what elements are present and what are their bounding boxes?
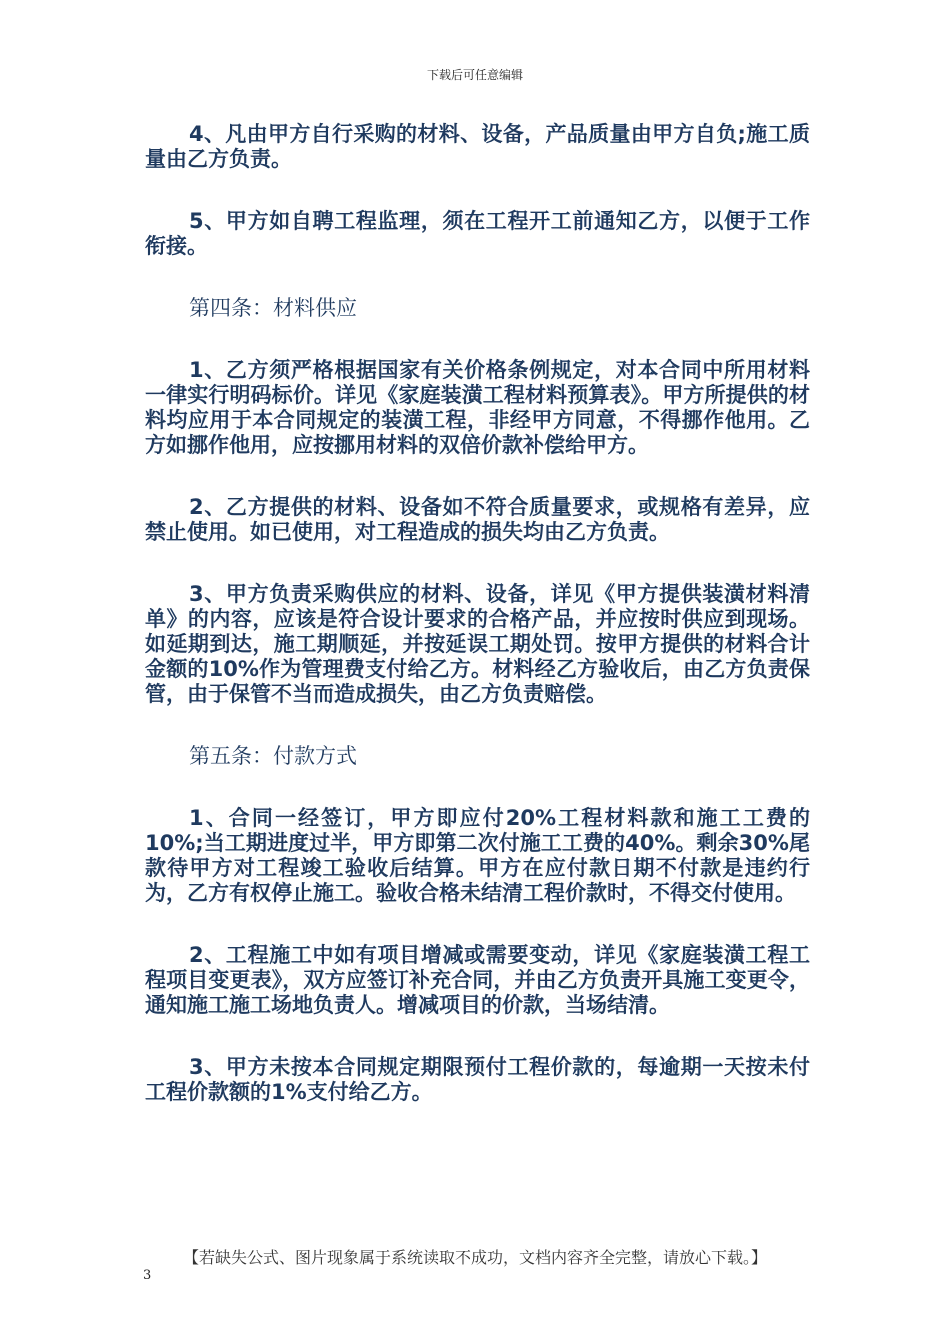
paragraph-art4-item3: 3、甲方负责采购供应的材料、设备，详见《甲方提供装潢材料清单》的内容，应该是符合设计要求的合格产品，并应按时供应到现场。如延期到达，施工期顺延，并按延误工期处罚。按甲方提供的材料合计金额的10%作为管理费支付给乙方。材料经乙方验收后，由乙方负责保管，由于保管不当而造成损失，由乙方负责赔偿。 [145, 582, 810, 706]
paragraph-4-2: 5、甲方如自聘工程监理，须在工程开工前通知乙方，以便于工作衔接。 [145, 209, 810, 258]
section-heading-article-5: 第五条：付款方式 [189, 744, 357, 768]
paragraph-art4-item2: 2、乙方提供的材料、设备如不符合质量要求，或规格有差异，应禁止使用。如已使用，对工程造成的损失均由乙方负责。 [145, 495, 810, 544]
page-number: 3 [143, 1268, 152, 1283]
paragraph-art5-item2: 2、工程施工中如有项目增减或需要变动，详见《家庭装潢工程工程项目变更表》，双方应签订补充合同，并由乙方负责开具施工变更令，通知施工施工场地负责人。增减项目的价款，当场结清。 [145, 943, 810, 1017]
paragraph-4-1: 4、凡由甲方自行采购的材料、设备，产品质量由甲方自负;施工质量由乙方负责。 [145, 122, 810, 171]
paragraph-art5-item1: 1、合同一经签订，甲方即应付20%工程材料款和施工工费的10%;当工期进度过半，甲方即第二次付施工工费的40%。剩余30%尾款待甲方对工程竣工验收后结算。甲方在应付款日期不付款是违约行为，乙方有权停止施工。验收合格未结清工程价款时，不得交付使用。 [145, 806, 810, 905]
paragraph-art4-item1: 1、乙方须严格根据国家有关价格条例规定，对本合同中所用材料一律实行明码标价。详见《家庭装潢工程材料预算表》。甲方所提供的材料均应用于本合同规定的装潢工程，非经甲方同意，不得挪作他用。乙方如挪作他用，应按挪用材料的双倍价款补偿给甲方。 [145, 358, 810, 457]
paragraph-art5-item3: 3、甲方未按本合同规定期限预付工程价款的，每逾期一天按未付工程价款额的1%支付给乙方。 [145, 1055, 810, 1104]
page-header: 下载后可任意编辑 [426, 68, 523, 82]
document-body [145, 122, 810, 1105]
section-heading-article-4: 第四条：材料供应 [189, 296, 357, 320]
footer-notice: 【若缺失公式、图片现象属于系统读取不成功，文档内容齐全完整，请放心下载。】 [182, 1248, 767, 1267]
